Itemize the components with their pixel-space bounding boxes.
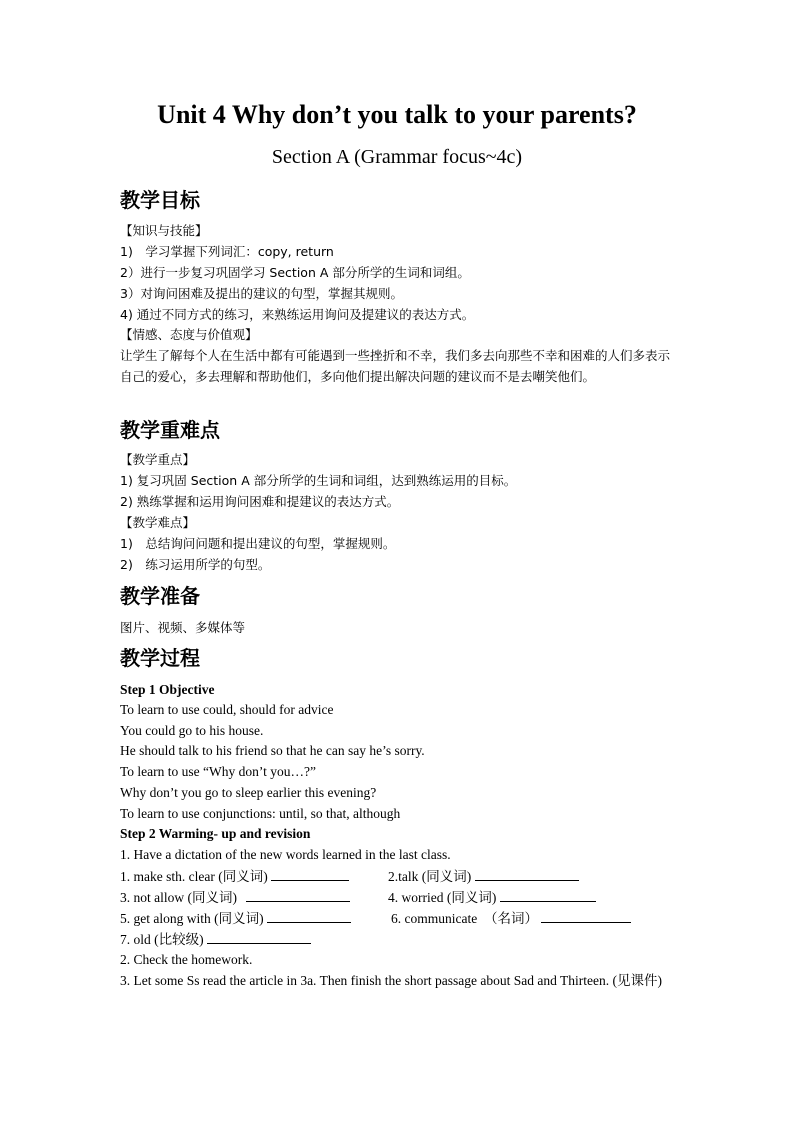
dictation-item: 7. old (比较级)	[120, 930, 311, 949]
difficulty-label: 【教学难点】	[120, 515, 196, 530]
knowledge-item: 2）进行一步复习巩固学习 Section A 部分所学的生词和词组。	[120, 265, 470, 280]
focus-item: 2) 熟练掌握和运用询问困难和提建议的表达方式。	[120, 494, 400, 509]
step1-line: You could go to his house.	[120, 723, 264, 738]
step2-intro: 1. Have a dictation of the new words learned in the last class.	[120, 847, 451, 862]
step2-line: 3. Let some Ss read the article in 3a. Then finish the short passage about Sad and Thirteen. (见课件)	[120, 973, 662, 988]
answer-blank[interactable]	[267, 909, 351, 923]
emotion-label: 【情感、态度与价值观】	[120, 327, 258, 342]
knowledge-item: 3）对询问困难及提出的建议的句型，掌握其规则。	[120, 286, 403, 301]
emotion-text: 让学生了解每个人在生活中都有可能遇到一些挫折和不幸，我们多去向那些不幸和困难的人们多表示自己的爱心，多去理解和帮助他们，多向他们提出解决问题的建议而不是去嘲笑他们。	[120, 348, 671, 384]
answer-blank[interactable]	[541, 909, 631, 923]
step1-line: To learn to use conjunctions: until, so that, although	[120, 806, 401, 821]
step1-line: Why don’t you go to sleep earlier this evening?	[120, 785, 377, 800]
heading-keypoints: 教学重难点	[120, 418, 220, 442]
prep-text: 图片、视频、多媒体等	[120, 620, 246, 635]
heading-goals: 教学目标	[120, 188, 200, 212]
dictation-item: 4. worried (同义词)	[388, 888, 596, 907]
answer-blank[interactable]	[271, 867, 349, 881]
knowledge-item: 4) 通过不同方式的练习，来熟练运用询问及提建议的表达方式。	[120, 307, 475, 322]
step1-line: To learn to use “Why don’t you…?”	[120, 764, 317, 779]
dictation-item: 2.talk (同义词)	[388, 867, 579, 886]
focus-item: 1) 复习巩固 Section A 部分所学的生词和词组，达到熟练运用的目标。	[120, 473, 517, 488]
dictation-item: 1. make sth. clear (同义词)	[120, 867, 349, 886]
answer-blank[interactable]	[246, 888, 350, 902]
answer-blank[interactable]	[475, 867, 579, 881]
step2-title: Step 2 Warming- up and revision	[120, 826, 311, 841]
difficulty-item: 1) 总结询问问题和提出建议的句型，掌握规则。	[120, 536, 396, 551]
answer-blank[interactable]	[207, 930, 311, 944]
step2-line: 2. Check the homework.	[120, 952, 253, 967]
knowledge-label: 【知识与技能】	[120, 223, 208, 238]
heading-prep: 教学准备	[120, 584, 200, 608]
dictation-item: 5. get along with (同义词)	[120, 909, 351, 928]
step1-line: To learn to use could, should for advice	[120, 702, 334, 717]
knowledge-item: 1) 学习掌握下列词汇：copy, return	[120, 244, 334, 259]
step1-title: Step 1 Objective	[120, 682, 215, 697]
dictation-item: 3. not allow (同义词)	[120, 888, 350, 907]
answer-blank[interactable]	[500, 888, 596, 902]
document-title: Unit 4 Why don’t you talk to your parents?	[157, 100, 637, 129]
difficulty-item: 2) 练习运用所学的句型。	[120, 557, 271, 572]
step1-line: He should talk to his friend so that he can say he’s sorry.	[120, 743, 425, 758]
focus-label: 【教学重点】	[120, 452, 196, 467]
document-subtitle: Section A (Grammar focus~4c)	[271, 146, 523, 168]
heading-process: 教学过程	[120, 646, 200, 670]
dictation-item: 6. communicate （名词）	[391, 909, 631, 928]
